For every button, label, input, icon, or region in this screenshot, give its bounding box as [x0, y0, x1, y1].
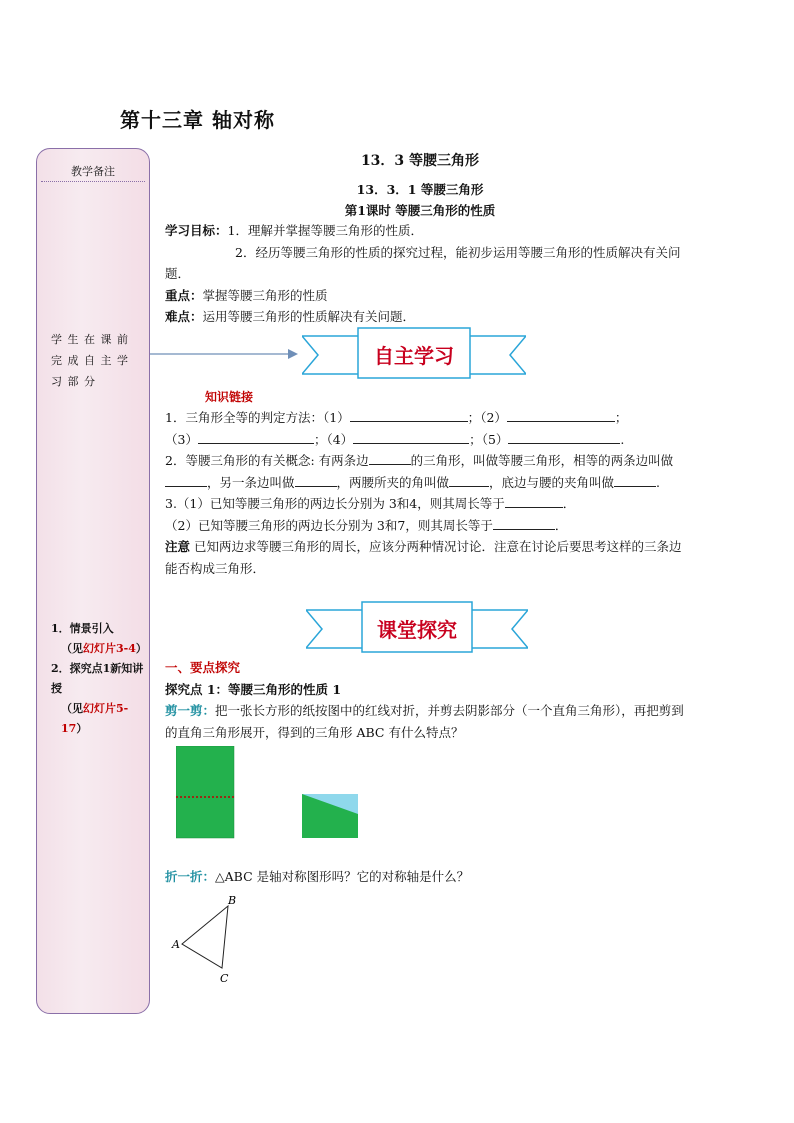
teaching-notes-sidebar: [36, 148, 150, 1014]
section-title: 13．3 等腰三角形: [360, 153, 480, 169]
step-label: 1．情景引入: [51, 622, 114, 635]
lesson-title: 第1课时 等腰三角形的性质: [344, 203, 496, 218]
sidebar-divider: [41, 181, 145, 182]
triangle-abc-figure: [170, 894, 250, 990]
explore-point: 探究点 1：等腰三角形的性质 1: [165, 681, 342, 697]
sidebar-header: 教学备注: [71, 165, 115, 178]
banner2-text: 课堂探究: [377, 618, 457, 642]
banner1-text: 自主学习: [374, 344, 454, 368]
sidebar-steps: [51, 619, 147, 739]
objectives-block: 学习目标：1．理解并掌握等腰三角形的性质． 2．经历等腰三角形的性质的探究过程，能初步运用等腰三角形的性质解决有关问题． 重点：掌握等腰三角形的性质 难点：运用等腰三角形的性质解决有关问题．: [165, 223, 681, 324]
step-ref: （见幻灯片3-4）: [61, 642, 147, 655]
knowledge-link-label: 知识链接: [205, 390, 254, 404]
chapter-title: 第十三章 轴对称: [120, 108, 275, 132]
svg-text:C: C: [220, 972, 229, 985]
step-label: 2．探究点1新知讲授: [51, 662, 144, 695]
banner-self-study: [302, 322, 526, 382]
folded-paper-figure: [176, 746, 236, 840]
svg-text:B: B: [228, 894, 237, 907]
sidebar-note: 学生在课前完成自主学习部分: [51, 333, 134, 388]
cut-paper-figure: [302, 794, 360, 840]
fold-question: 折一折：△ABC 是轴对称图形吗？它的对称轴是什么？: [165, 869, 470, 884]
pointer-arrow: [150, 346, 300, 362]
explore-block: 一、要点探究 探究点 1：等腰三角形的性质 1 剪一剪：把一张长方形的纸按图中的红线对折，并剪去阴影部分（一个直角三角形），再把剪到的直角三角形展开，得到的三角形 ABC 有什么特点？: [165, 657, 685, 743]
subsection-title: 13．3．1 等腰三角形: [356, 182, 484, 197]
questions-block: 1．三角形全等的判定方法：（1） ；（2） ； （3） ；（4） ；（5） . 2．等腰三角形的有关概念: 有两条边 的三角形，叫做等腰三角形，相等的两条边叫做，另一条边叫做 ，两腰所夹的角叫做 ，底边与腰的夹角叫做 . 3.（1）已知等腰三角形的两边长分别为 3和4，则其周长等于 ． （2）已知等腰三角形的两边长分别为 3和7，则其周长等于 ． 注意 已知两边求等腰三角形的周长，应该分两种情况讨论．注意在讨论后要思考这样的三条边能否构成三角形．: [165, 410, 682, 576]
svg-text:A: A: [172, 938, 180, 951]
section-one: 一、要点探究: [165, 660, 241, 675]
banner-class-explore: [306, 596, 528, 656]
step-ref: （见幻灯片5-17）: [61, 702, 129, 735]
